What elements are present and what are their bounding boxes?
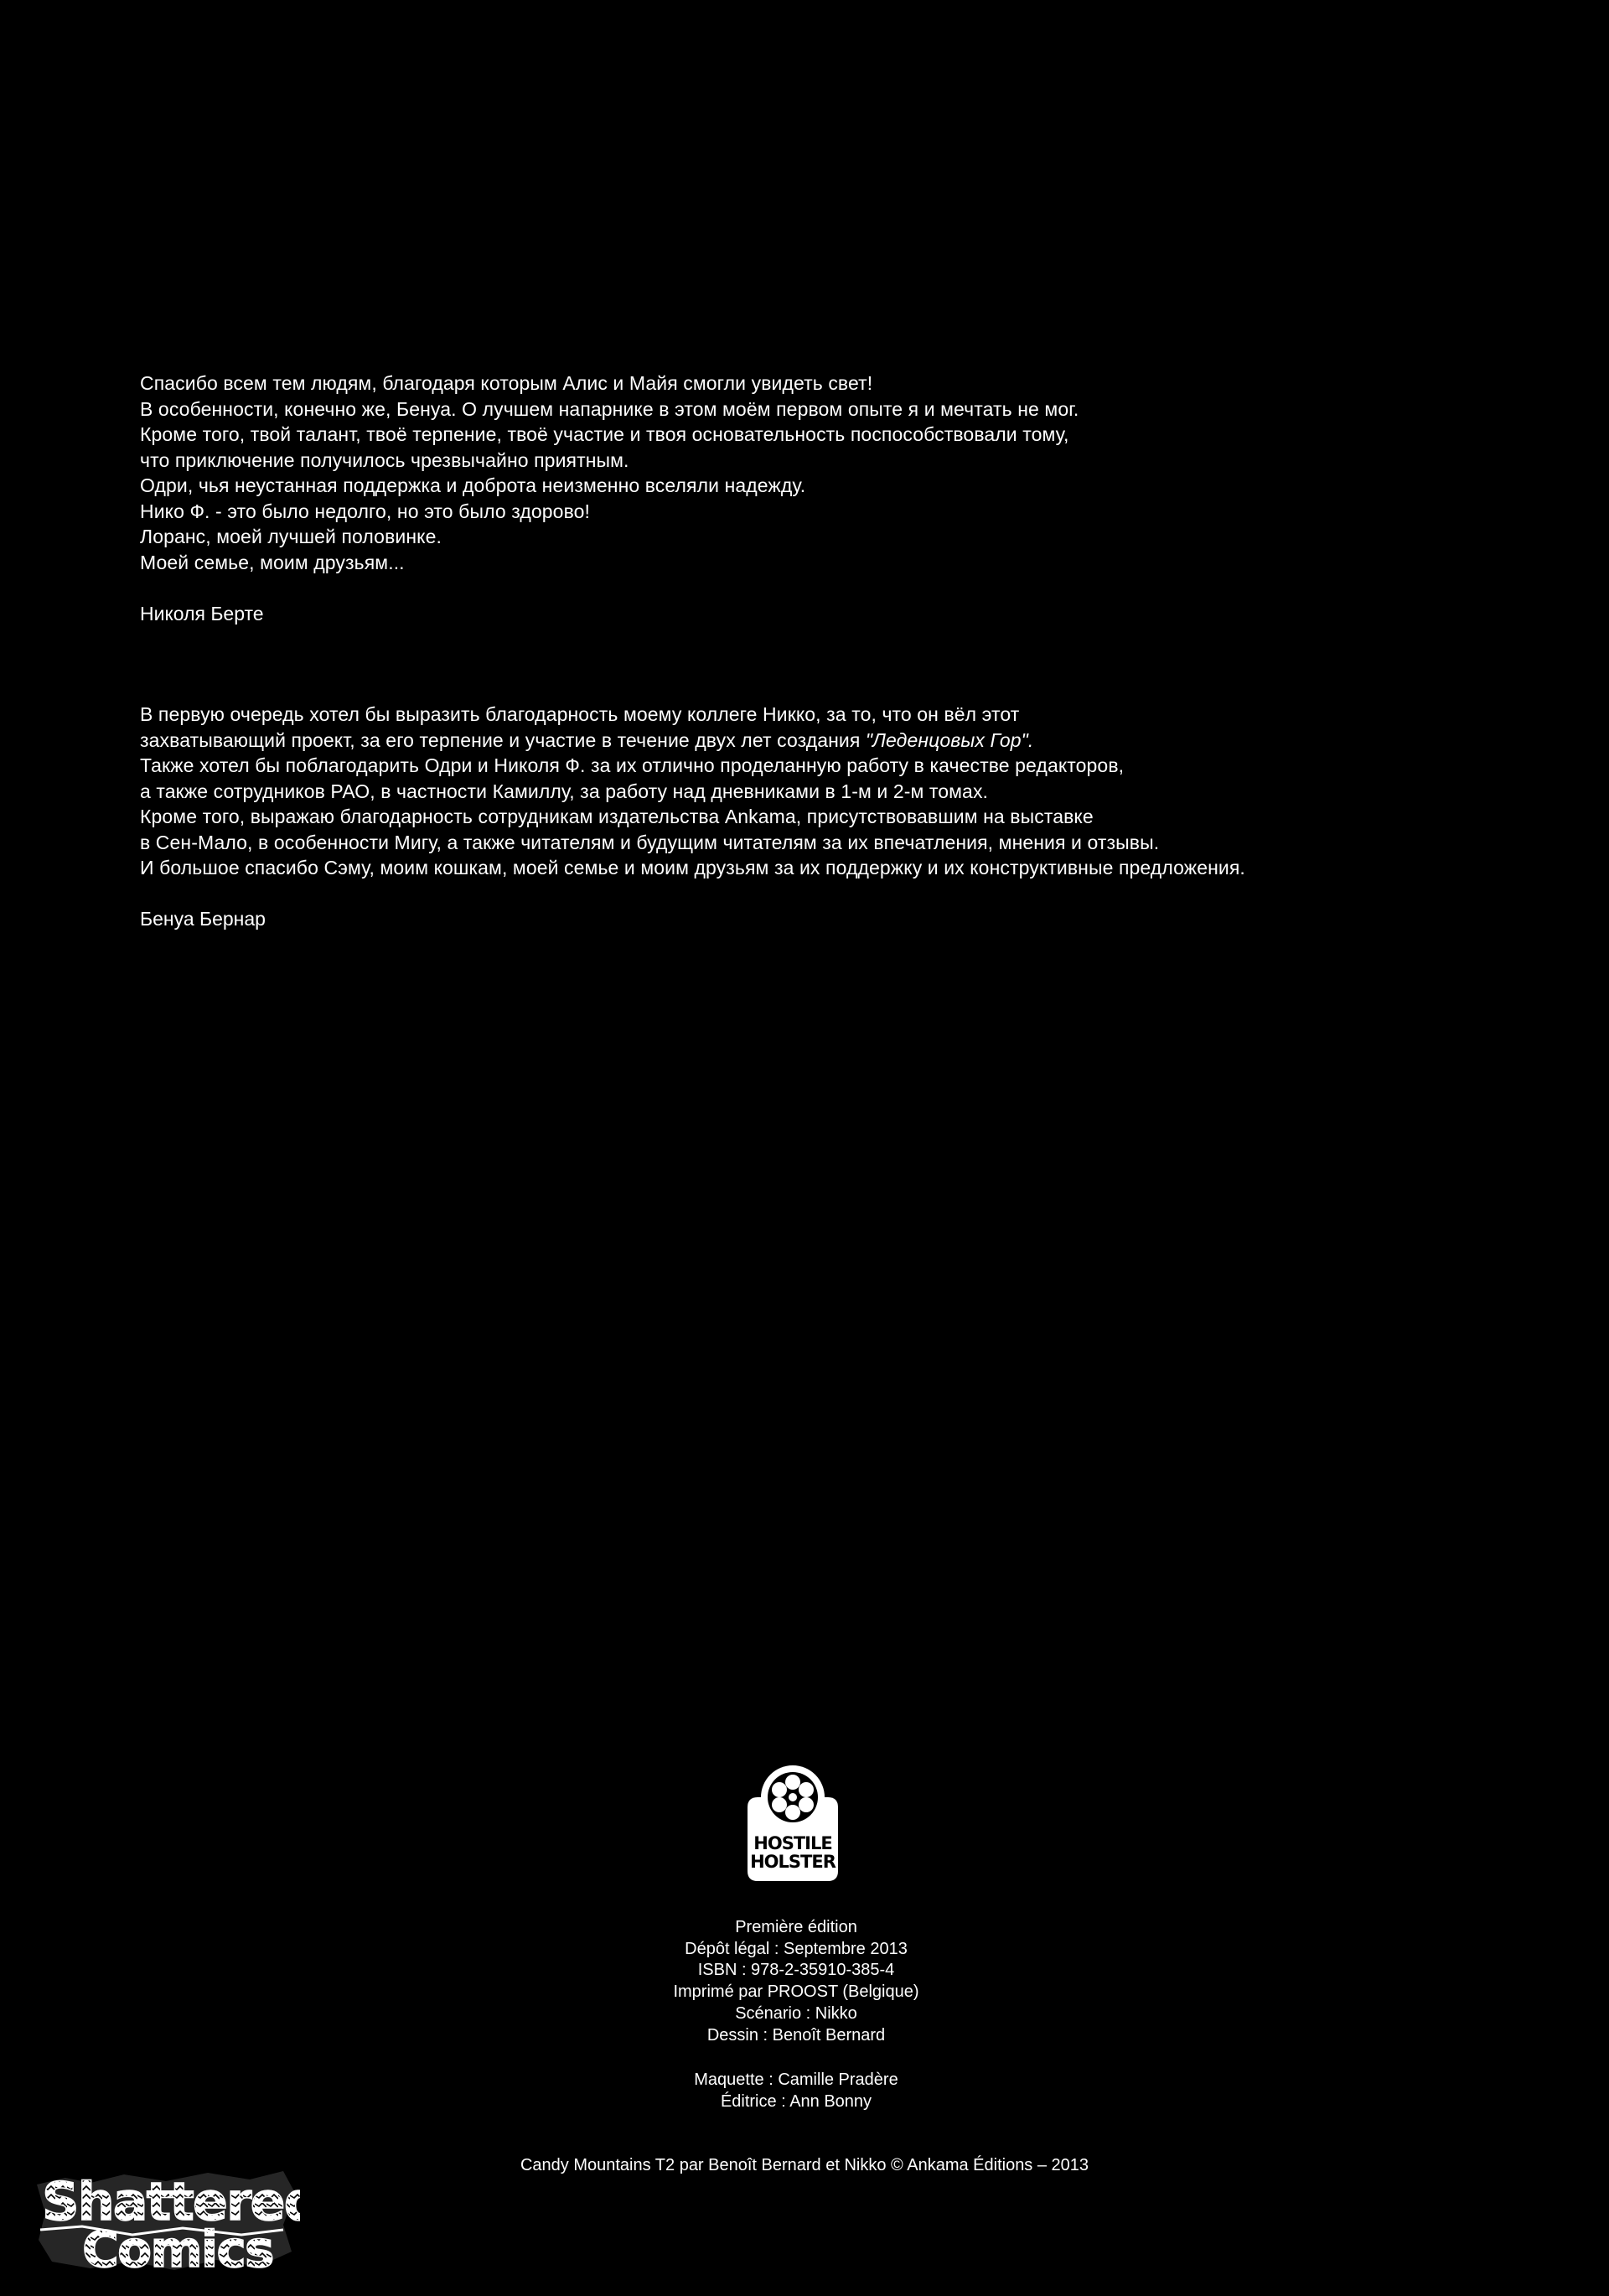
credit-line: Première édition — [735, 1918, 857, 1936]
svg-text:Shattered: Shattered — [42, 2171, 300, 2232]
credit-line: Éditrice : Ann Bonny — [720, 2091, 872, 2111]
artist-signature: Бенуа Бернар — [140, 908, 266, 930]
copyright-line: Candy Mountains T2 par Benoît Bernard et Nikko © Ankama Éditions – 2013 — [520, 2156, 1089, 2174]
ack-line-text: захватывающий проект, за его терпение и участие в течение двух лет создания — [140, 728, 866, 751]
logo-word-2: HOLSTER — [750, 1852, 836, 1872]
writer-signature: Николя Берте — [140, 603, 264, 625]
ack-line: а также сотрудников РАО, в частности Камиллу, за работу над дневниками в 1-м и 2-м томах. — [140, 780, 989, 802]
credit-line: Dépôt légal : Septembre 2013 — [685, 1939, 908, 1958]
ack-line: В первую очередь хотел бы выразить благодарность моему коллеге Никко, за то, что он вёл этот — [140, 703, 1020, 725]
logo-word-1: HOSTILE — [753, 1833, 832, 1853]
svg-text:Comics: Comics — [82, 2221, 273, 2275]
ack-line: что приключение получилось чрезвычайно приятным. — [140, 448, 629, 471]
credit-line: Scénario : Nikko — [735, 2003, 857, 2023]
ack-line: Лоранс, моей лучшей половинке. — [140, 526, 442, 547]
ack-line: в Сен-Мало, в особенности Мигу, а также читателям и будущим читателям за их впечатления, мнения и отзывы. — [140, 831, 1160, 853]
credit-line: Maquette : Camille Pradère — [694, 2071, 898, 2089]
scanlation-stamp-logo — [32, 2159, 300, 2275]
hostile-holster-logo — [734, 1764, 851, 1884]
ack-line: Кроме того, выражаю благодарность сотрудникам издательства Ankama, присутствовавшим на выставке — [140, 806, 1094, 827]
shattered-comics-logo-icon — [32, 2159, 300, 2275]
ack-line: Спасибо всем тем людям, благодаря которым Алис и Майя смогли увидеть свет! — [140, 372, 873, 394]
edition-credits — [553, 1917, 1039, 2046]
ack-line: Моей семье, моим друзьям... — [140, 551, 405, 573]
ack-line — [140, 728, 1514, 754]
ack-line: Кроме того, твой талант, твоё терпение, твоё участие и твоя основательность поспособствовали тому, — [140, 423, 1069, 445]
credit-line: Imprimé par PROOST (Belgique) — [673, 1982, 919, 2002]
ack-line: Также хотел бы поблагодарить Одри и Николя Ф. за их отлично проделанную работу в качестве редакторов, — [140, 754, 1125, 776]
ack-line: В особенности, конечно же, Бенуа. О лучшем напарнике в этом моём первом опыте я и мечтать не мог. — [140, 397, 1079, 420]
book-title: "Леденцовых Гор". — [865, 728, 1034, 751]
ack-line: Нико Ф. - это было недолго, но это было здорово! — [140, 500, 591, 522]
credit-line: ISBN : 978-2-35910-385-4 — [697, 1961, 895, 1980]
staff-credits — [553, 2070, 1039, 2112]
writer-acknowledgements — [140, 371, 1514, 575]
ack-line: И большое спасибо Сэму, моим кошкам, моей семье и моим друзьям за их поддержку и их конструктивные предложения. — [140, 857, 1245, 878]
credit-line: Dessin : Benoît Bernard — [706, 2025, 886, 2045]
artist-acknowledgements — [140, 702, 1514, 881]
ack-line: Одри, чья неустанная поддержка и доброта неизменно вселяли надежду. — [140, 474, 806, 496]
